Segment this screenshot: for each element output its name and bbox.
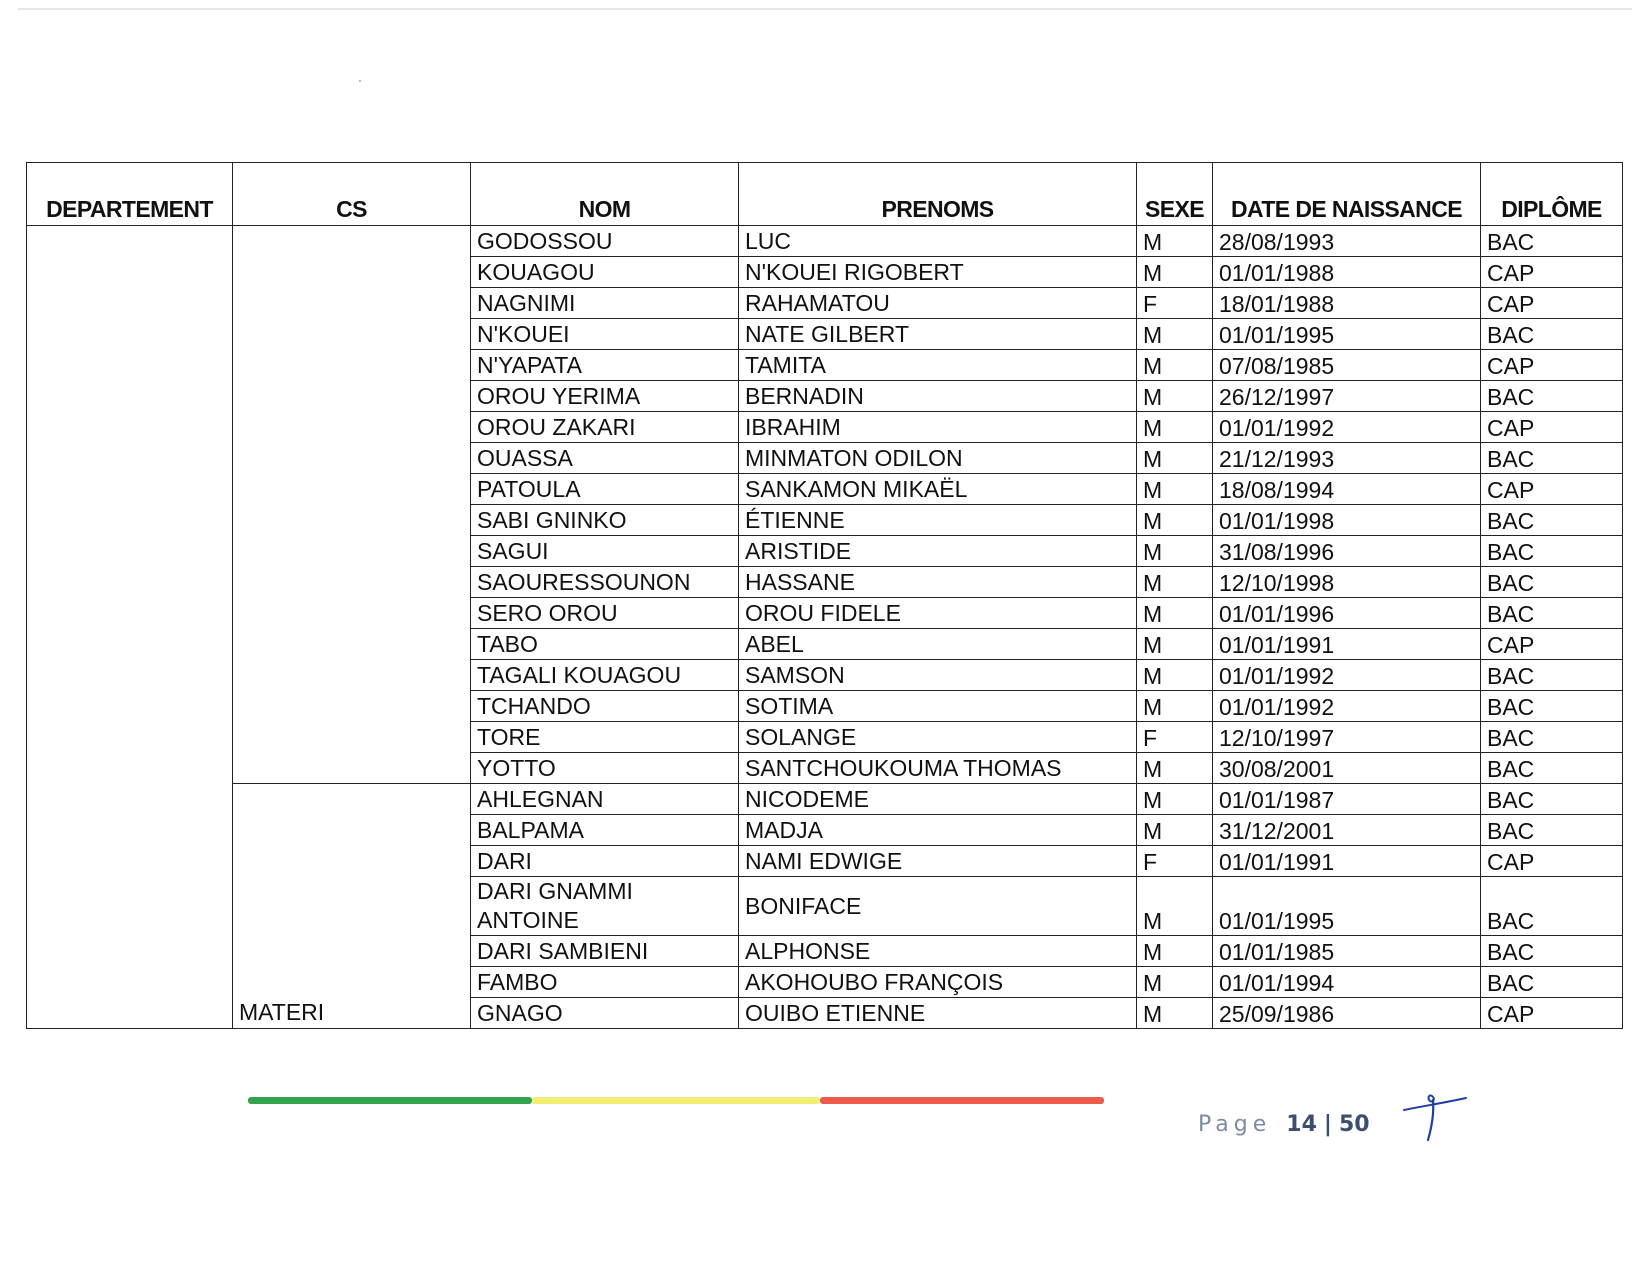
cell-date-naissance: 01/01/1987: [1213, 784, 1481, 815]
header-sexe: SEXE: [1137, 163, 1213, 226]
cell-sexe: M: [1137, 815, 1213, 846]
cell-date-naissance: 21/12/1993: [1213, 443, 1481, 474]
cell-nom: TABO: [471, 629, 739, 660]
cell-nom: DARI SAMBIENI: [471, 936, 739, 967]
cell-prenoms: SANKAMON MIKAËL: [739, 474, 1137, 505]
cell-date-naissance: 12/10/1997: [1213, 722, 1481, 753]
cell-diplome: BAC: [1481, 319, 1623, 350]
cell-sexe: M: [1137, 443, 1213, 474]
cell-diplome: BAC: [1481, 226, 1623, 257]
header-diplome: DIPLÔME: [1481, 163, 1623, 226]
header-prenoms: PRENOMS: [739, 163, 1137, 226]
cell-date-naissance: 01/01/1995: [1213, 319, 1481, 350]
header-departement: DEPARTEMENT: [27, 163, 233, 226]
cell-sexe: M: [1137, 936, 1213, 967]
cell-date-naissance: 01/01/1992: [1213, 691, 1481, 722]
cell-diplome: BAC: [1481, 381, 1623, 412]
cell-prenoms: NATE GILBERT: [739, 319, 1137, 350]
cell-sexe: M: [1137, 877, 1213, 936]
cell-sexe: M: [1137, 257, 1213, 288]
cell-nom: TORE: [471, 722, 739, 753]
cell-diplome: BAC: [1481, 660, 1623, 691]
cell-date-naissance: 01/01/1995: [1213, 877, 1481, 936]
cell-sexe: M: [1137, 660, 1213, 691]
cell-nom: SAOURESSOUNON: [471, 567, 739, 598]
cell-sexe: F: [1137, 722, 1213, 753]
cell-prenoms: OUIBO ETIENNE: [739, 998, 1137, 1029]
cell-prenoms: BONIFACE: [739, 877, 1137, 936]
cell-nom: N'KOUEI: [471, 319, 739, 350]
cell-date-naissance: 01/01/1991: [1213, 846, 1481, 877]
cell-nom: KOUAGOU: [471, 257, 739, 288]
cell-nom: AHLEGNAN: [471, 784, 739, 815]
cell-sexe: M: [1137, 967, 1213, 998]
cell-diplome: CAP: [1481, 412, 1623, 443]
cell-prenoms: TAMITA: [739, 350, 1137, 381]
cell-sexe: M: [1137, 474, 1213, 505]
cell-departement: [27, 226, 233, 1029]
cell-nom: SABI GNINKO: [471, 505, 739, 536]
table-row: [27, 784, 1623, 815]
cell-prenoms: ÉTIENNE: [739, 505, 1137, 536]
cell-diplome: BAC: [1481, 967, 1623, 998]
cell-nom: DARI: [471, 846, 739, 877]
cell-cs: MATERI: [233, 784, 471, 1029]
cell-cs: [233, 226, 471, 784]
cell-diplome: BAC: [1481, 536, 1623, 567]
cell-sexe: M: [1137, 505, 1213, 536]
cell-sexe: M: [1137, 629, 1213, 660]
cell-diplome: BAC: [1481, 815, 1623, 846]
cell-prenoms: ALPHONSE: [739, 936, 1137, 967]
cell-diplome: CAP: [1481, 846, 1623, 877]
cell-date-naissance: 01/01/1988: [1213, 257, 1481, 288]
cell-nom: YOTTO: [471, 753, 739, 784]
table-header-row: [27, 163, 1623, 226]
personnel-table: [26, 162, 1623, 1029]
cell-diplome: CAP: [1481, 350, 1623, 381]
cell-prenoms: AKOHOUBO FRANÇOIS: [739, 967, 1137, 998]
page-separator: |: [1323, 1112, 1332, 1137]
header-nom: NOM: [471, 163, 739, 226]
cell-date-naissance: 28/08/1993: [1213, 226, 1481, 257]
cell-date-naissance: 01/01/1992: [1213, 660, 1481, 691]
cell-nom: GODOSSOU: [471, 226, 739, 257]
cell-diplome: CAP: [1481, 474, 1623, 505]
scan-speck: [359, 80, 361, 82]
page-number: [1198, 1112, 1370, 1137]
cell-prenoms: OROU FIDELE: [739, 598, 1137, 629]
cell-prenoms: RAHAMATOU: [739, 288, 1137, 319]
cell-date-naissance: 01/01/1996: [1213, 598, 1481, 629]
cell-nom: NAGNIMI: [471, 288, 739, 319]
cell-prenoms: LUC: [739, 226, 1137, 257]
cell-nom: SERO OROU: [471, 598, 739, 629]
cell-prenoms: HASSANE: [739, 567, 1137, 598]
cell-date-naissance: 18/08/1994: [1213, 474, 1481, 505]
cell-nom: OROU ZAKARI: [471, 412, 739, 443]
table-body: [27, 226, 1623, 1029]
header-cs: CS: [233, 163, 471, 226]
cell-nom: N'YAPATA: [471, 350, 739, 381]
cell-sexe: M: [1137, 319, 1213, 350]
cell-sexe: F: [1137, 846, 1213, 877]
cell-sexe: M: [1137, 998, 1213, 1029]
footer-bar-green: [248, 1097, 532, 1104]
cell-nom: DARI GNAMMI ANTOINE: [471, 877, 739, 936]
cell-prenoms: MADJA: [739, 815, 1137, 846]
cell-sexe: M: [1137, 381, 1213, 412]
cell-prenoms: NICODEME: [739, 784, 1137, 815]
cell-date-naissance: 18/01/1988: [1213, 288, 1481, 319]
cell-diplome: BAC: [1481, 936, 1623, 967]
cell-diplome: CAP: [1481, 288, 1623, 319]
cell-nom: GNAGO: [471, 998, 739, 1029]
cell-sexe: M: [1137, 226, 1213, 257]
footer-bar-yellow: [532, 1097, 820, 1104]
cell-prenoms: SOLANGE: [739, 722, 1137, 753]
cell-date-naissance: 30/08/2001: [1213, 753, 1481, 784]
cell-sexe: M: [1137, 350, 1213, 381]
cell-date-naissance: 12/10/1998: [1213, 567, 1481, 598]
header-date-naissance: DATE DE NAISSANCE: [1213, 163, 1481, 226]
cell-nom: PATOULA: [471, 474, 739, 505]
cell-sexe: M: [1137, 784, 1213, 815]
cell-prenoms: SOTIMA: [739, 691, 1137, 722]
cell-date-naissance: 31/08/1996: [1213, 536, 1481, 567]
cell-diplome: BAC: [1481, 691, 1623, 722]
table-row: [27, 226, 1623, 257]
page-total: 50: [1338, 1112, 1370, 1137]
cell-diplome: BAC: [1481, 443, 1623, 474]
cell-nom: SAGUI: [471, 536, 739, 567]
cell-diplome: CAP: [1481, 629, 1623, 660]
page-word: Page: [1198, 1112, 1272, 1137]
page-current: 14: [1286, 1112, 1317, 1137]
cell-sexe: M: [1137, 412, 1213, 443]
cell-sexe: F: [1137, 288, 1213, 319]
cell-nom: BALPAMA: [471, 815, 739, 846]
cell-prenoms: NAMI EDWIGE: [739, 846, 1137, 877]
cell-diplome: BAC: [1481, 567, 1623, 598]
scan-top-edge: [18, 8, 1632, 10]
cell-prenoms: IBRAHIM: [739, 412, 1137, 443]
cell-prenoms: MINMATON ODILON: [739, 443, 1137, 474]
cell-date-naissance: 26/12/1997: [1213, 381, 1481, 412]
cell-diplome: CAP: [1481, 998, 1623, 1029]
cell-nom: TAGALI KOUAGOU: [471, 660, 739, 691]
cell-nom: OROU YERIMA: [471, 381, 739, 412]
cell-diplome: BAC: [1481, 877, 1623, 936]
cell-sexe: M: [1137, 753, 1213, 784]
cell-sexe: M: [1137, 536, 1213, 567]
cell-diplome: CAP: [1481, 257, 1623, 288]
cell-prenoms: BERNADIN: [739, 381, 1137, 412]
cell-diplome: BAC: [1481, 722, 1623, 753]
cell-date-naissance: 01/01/1998: [1213, 505, 1481, 536]
cell-diplome: BAC: [1481, 505, 1623, 536]
cell-prenoms: N'KOUEI RIGOBERT: [739, 257, 1137, 288]
cell-nom: OUASSA: [471, 443, 739, 474]
cell-date-naissance: 31/12/2001: [1213, 815, 1481, 846]
cell-date-naissance: 01/01/1985: [1213, 936, 1481, 967]
cell-sexe: M: [1137, 691, 1213, 722]
signature-initial: [1400, 1088, 1472, 1148]
cell-nom: TCHANDO: [471, 691, 739, 722]
cell-diplome: BAC: [1481, 784, 1623, 815]
cell-diplome: BAC: [1481, 753, 1623, 784]
cell-date-naissance: 07/08/1985: [1213, 350, 1481, 381]
cell-sexe: M: [1137, 567, 1213, 598]
footer-bar-red: [820, 1097, 1104, 1104]
cell-sexe: M: [1137, 598, 1213, 629]
cell-date-naissance: 25/09/1986: [1213, 998, 1481, 1029]
cell-diplome: BAC: [1481, 598, 1623, 629]
cell-date-naissance: 01/01/1992: [1213, 412, 1481, 443]
cell-prenoms: SAMSON: [739, 660, 1137, 691]
cell-prenoms: ABEL: [739, 629, 1137, 660]
cell-prenoms: ARISTIDE: [739, 536, 1137, 567]
cell-nom: FAMBO: [471, 967, 739, 998]
cell-date-naissance: 01/01/1994: [1213, 967, 1481, 998]
cell-date-naissance: 01/01/1991: [1213, 629, 1481, 660]
cell-prenoms: SANTCHOUKOUMA THOMAS: [739, 753, 1137, 784]
